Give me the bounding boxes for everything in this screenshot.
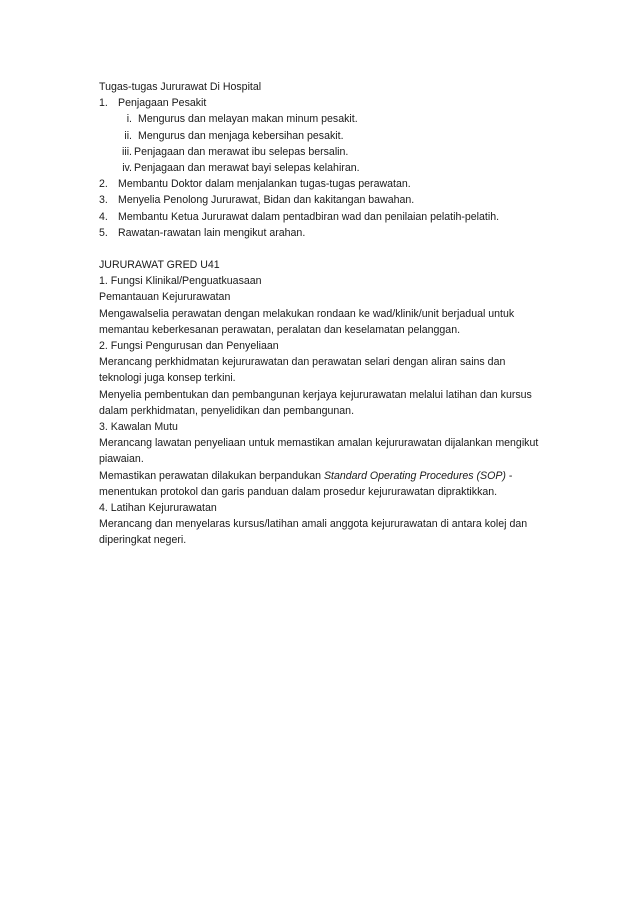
section-title: 2. Fungsi Pengurusan dan Penyeliaan: [99, 340, 279, 353]
paragraph: Merancang lawatan penyeliaan untuk memastikan amalan kejururawatan dijalankan mengikut piawaian.: [99, 437, 539, 466]
list-item: 1. Penjagaan Pesakit: [99, 97, 207, 110]
sub-list-item: iv. Penjagaan dan merawat bayi selepas kelahiran.: [122, 162, 360, 175]
section-title: 3. Kawalan Mutu: [99, 421, 178, 434]
sub-list-item: ii. Mengurus dan menjaga kebersihan pesakit.: [124, 129, 344, 142]
sub-list-item: i. Mengurus dan melayan makan minum pesakit.: [126, 113, 358, 126]
sub-list-item: iii. Penjagaan dan merawat ibu selepas bersalin.: [121, 145, 349, 158]
list-item: 2. Membantu Doktor dalam menjalankan tugas-tugas perawatan.: [99, 178, 411, 191]
document-title: Tugas-tugas Jururawat Di Hospital: [99, 81, 262, 93]
document-page: [99, 79, 544, 549]
sop-emphasis: Standard Operating Procedures (SOP): [323, 469, 506, 482]
grade-heading: JURURAWAT GRED U41: [99, 259, 220, 272]
paragraph: Merancang dan menyelaras kursus/latihan amali anggota kejururawatan di antara kolej dan diperingkat negeri.: [99, 518, 528, 547]
section-title: 1. Fungsi Klinikal/Penguatkuasaan: [99, 275, 262, 288]
section-title: 4. Latihan Kejururawatan: [99, 502, 217, 515]
paragraph: Memastikan perawatan dilakukan berpandukan Standard Operating Procedures (SOP) - menentukan protokol dan garis panduan dalam prosedur kejururawatan dipraktikkan.: [99, 469, 513, 498]
list-item: 3. Menyelia Penolong Jururawat, Bidan dan kakitangan bawahan.: [99, 194, 415, 207]
spacer: [99, 241, 544, 257]
section-subtitle: Pemantauan Kejururawatan: [99, 291, 231, 304]
list-item: 5. Rawatan-rawatan lain mengikut arahan.: [99, 226, 306, 239]
paragraph: Merancang perkhidmatan kejururawatan dan perawatan selari dengan aliran sains dan teknologi juga konsep terkini.: [99, 356, 506, 385]
list-item: 4. Membantu Ketua Jururawat dalam pentadbiran wad dan penilaian pelatih-pelatih.: [99, 210, 500, 223]
paragraph: Menyelia pembentukan dan pembangunan kerjaya kejururawatan melalui latihan dan kursus dalam perkhidmatan, penyelidikan dan pembangunan.: [99, 388, 532, 417]
paragraph: Mengawalselia perawatan dengan melakukan rondaan ke wad/klinik/unit berjadual untuk memantau keberkesanan perawatan, peralatan dan keselamatan pelanggan.: [99, 307, 515, 336]
